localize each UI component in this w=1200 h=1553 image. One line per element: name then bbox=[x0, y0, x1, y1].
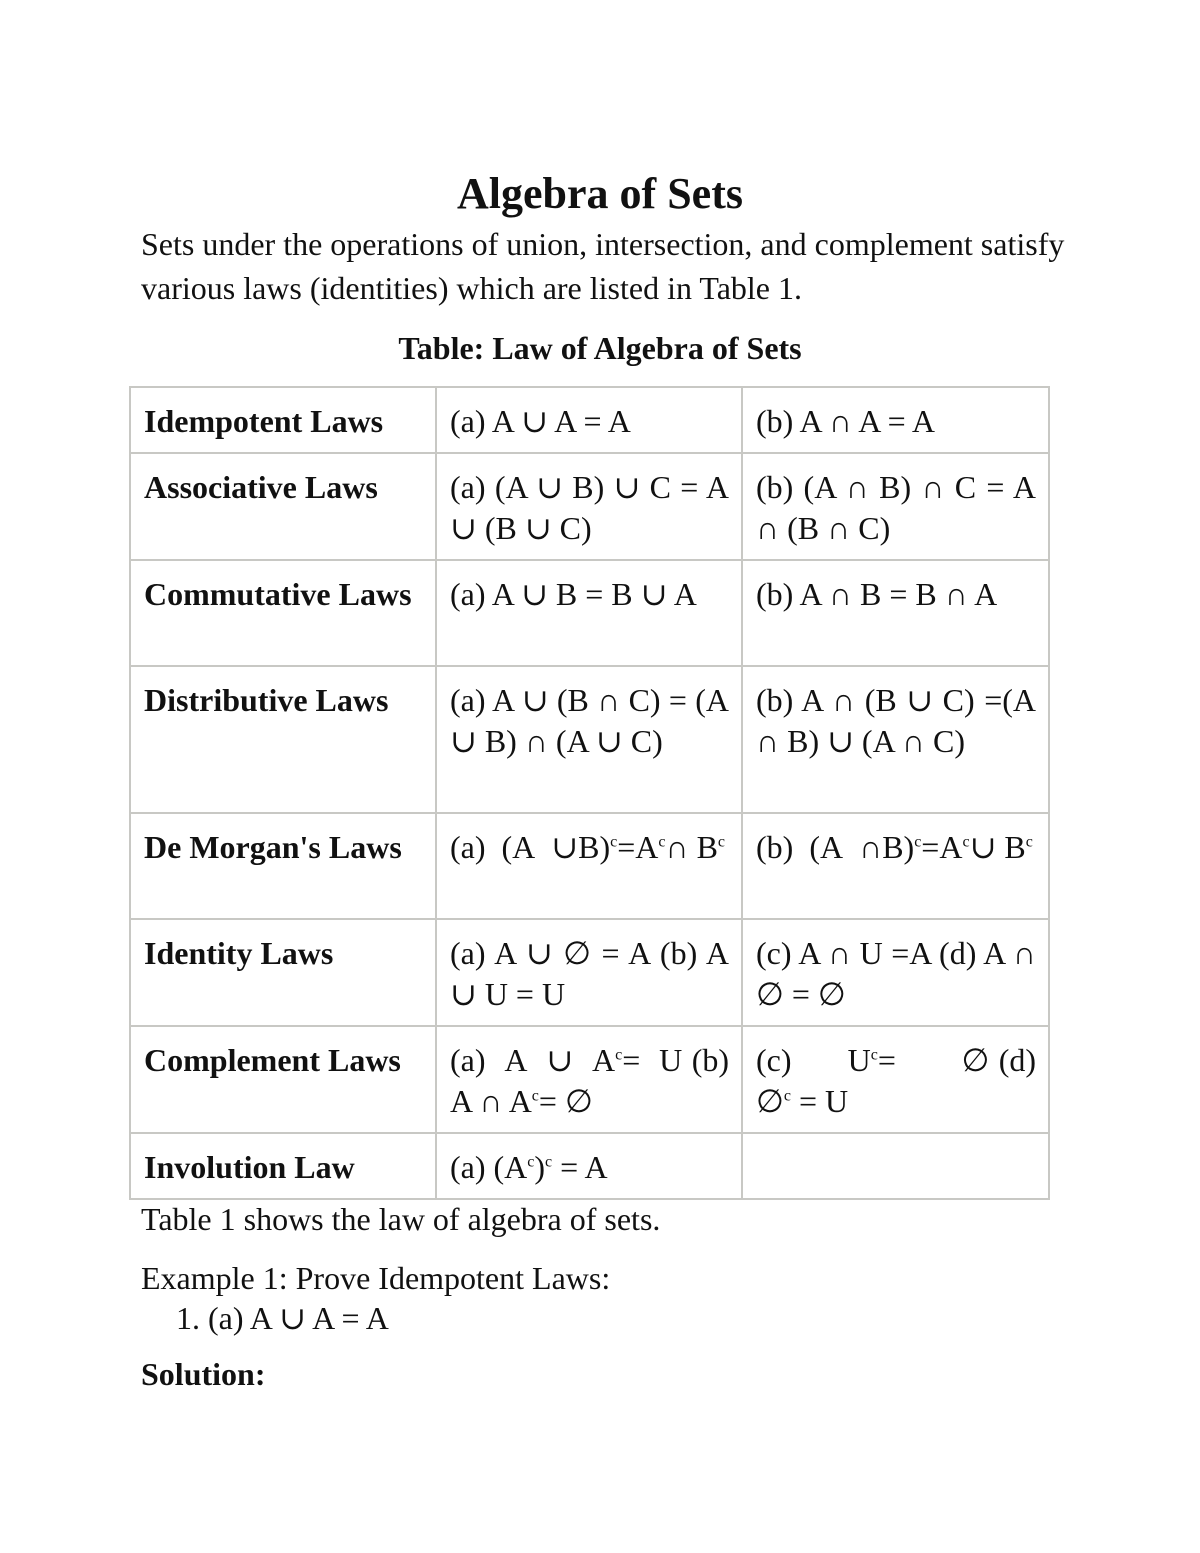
table-summary-text: Table 1 shows the law of algebra of sets. bbox=[141, 1201, 661, 1237]
law-name-cell: Involution Law bbox=[130, 1133, 436, 1199]
law-part-b-cell: (c) $U^c=$ ∅ (d) ∅$^c$ = U bbox=[742, 1026, 1049, 1133]
law-name-cell: Commutative Laws bbox=[130, 560, 436, 666]
page-title: Algebra of Sets bbox=[457, 169, 743, 218]
law-name-cell: Distributive Laws bbox=[130, 666, 436, 813]
law-part-a-cell: (a) A ∪ (B ∩ C) = (A ∪ B) ∩ (A ∪ C) bbox=[436, 666, 742, 813]
example-list-item: 1. (a) A ∪ A = A bbox=[176, 1300, 389, 1336]
intro-paragraph: Sets under the operations of union, intersection, and complement satisfy various laws (identities) which are listed in Table 1. bbox=[141, 226, 1065, 306]
table-row bbox=[130, 387, 1049, 453]
table-row bbox=[130, 453, 1049, 560]
law-part-a-cell: (a) (A ∪ B) ∪ C = A ∪ (B ∪ C) bbox=[436, 453, 742, 560]
law-part-a-cell: (a) A ∪ B = B ∪ A bbox=[436, 560, 742, 666]
law-part-a-cell: (a) (A $\cup B)^c=A^c\cap$ $B^c$ bbox=[436, 813, 742, 919]
law-part-a-cell: (a) A ∪ ∅ = A (b) A ∪ U = U bbox=[436, 919, 742, 1026]
solution-label: Solution: bbox=[141, 1356, 266, 1392]
table-caption: Table: Law of Algebra of Sets bbox=[398, 330, 802, 366]
law-part-b-cell: (b) A ∩ A = A bbox=[742, 387, 1049, 453]
law-name-cell: Complement Laws bbox=[130, 1026, 436, 1133]
law-name-cell: Idempotent Laws bbox=[130, 387, 436, 453]
law-part-b-cell: (c) A ∩ U =A (d) A ∩ ∅ = ∅ bbox=[742, 919, 1049, 1026]
table-row bbox=[130, 1026, 1049, 1133]
law-part-b-cell: (b) A ∩ B = B ∩ A bbox=[742, 560, 1049, 666]
law-name-cell: Associative Laws bbox=[130, 453, 436, 560]
law-part-a-cell: (a) $(A^c)^c = A$ bbox=[436, 1133, 742, 1199]
table-row bbox=[130, 1133, 1049, 1199]
law-name-cell: Identity Laws bbox=[130, 919, 436, 1026]
law-part-a-cell: (a) A ∪ $A^c= U$ (b) A ∩ $A^c=$ ∅ bbox=[436, 1026, 742, 1133]
table-row bbox=[130, 813, 1049, 919]
table-row bbox=[130, 560, 1049, 666]
law-name-cell: De Morgan's Laws bbox=[130, 813, 436, 919]
law-part-b-cell: (b) (A $\cap B)^c=A^c\cup$ $B^c$ bbox=[742, 813, 1049, 919]
law-part-b-cell bbox=[742, 1133, 1049, 1199]
law-part-b-cell: (b) A ∩ (B ∪ C) =(A ∩ B) ∪ (A ∩ C) bbox=[742, 666, 1049, 813]
law-part-b-cell: (b) (A ∩ B) ∩ C = A ∩ (B ∩ C) bbox=[742, 453, 1049, 560]
table-row bbox=[130, 919, 1049, 1026]
example-heading: Example 1: Prove Idempotent Laws: bbox=[141, 1260, 611, 1296]
law-part-a-cell: (a) A ∪ A = A bbox=[436, 387, 742, 453]
laws-table bbox=[129, 386, 1050, 1200]
table-row bbox=[130, 666, 1049, 813]
